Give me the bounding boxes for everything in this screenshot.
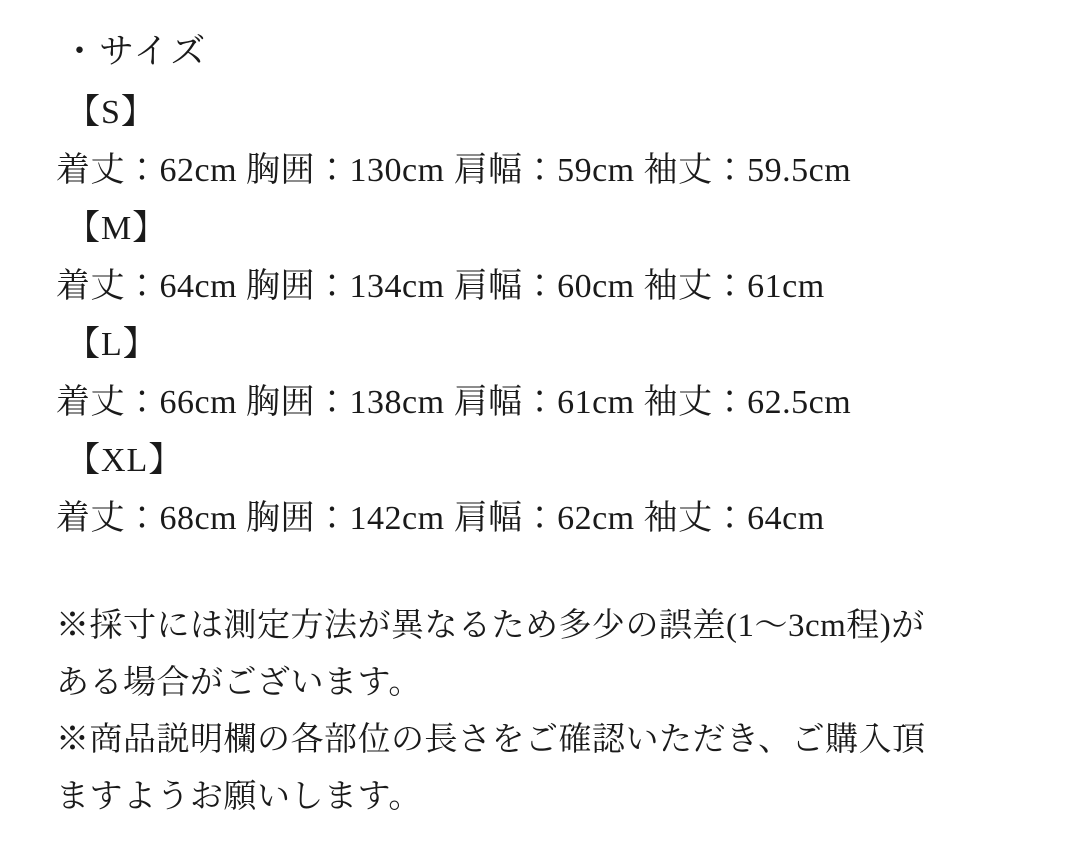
section-spacer — [56, 548, 1024, 598]
size-label-s: 【S】 — [66, 94, 156, 131]
note-purchase-confirmation — [56, 712, 1024, 826]
size-label-xl: 【XL】 — [66, 442, 184, 479]
size-measurements-m: 着丈：64cm 胸囲：134cm 肩幅：60cm 袖丈：61cm — [56, 268, 825, 305]
size-measurements-s: 着丈：62cm 胸囲：130cm 肩幅：59cm 袖丈：59.5cm — [56, 152, 852, 189]
note-measurement-tolerance — [56, 598, 1024, 712]
size-entry-l — [56, 316, 1024, 432]
note-line: ある場合がございます。 — [56, 665, 422, 701]
page-title: ・サイズ — [62, 32, 208, 71]
size-measurements-xl: 着丈：68cm 胸囲：142cm 肩幅：62cm 袖丈：64cm — [56, 500, 825, 537]
size-entry-m — [56, 200, 1024, 316]
size-measurements-l: 着丈：66cm 胸囲：138cm 肩幅：61cm 袖丈：62.5cm — [56, 384, 852, 421]
size-label-m: 【M】 — [66, 210, 168, 247]
note-line: ※採寸には測定方法が異なるため多少の誤差(1〜3cm程)が — [56, 608, 925, 644]
note-line: ますようお願いします。 — [56, 779, 422, 815]
size-entry-xl — [56, 432, 1024, 548]
note-line: ※商品説明欄の各部位の長さをご確認いただき、ご購入頂 — [56, 722, 926, 758]
size-label-l: 【L】 — [66, 326, 158, 363]
size-entry-s — [56, 84, 1024, 200]
